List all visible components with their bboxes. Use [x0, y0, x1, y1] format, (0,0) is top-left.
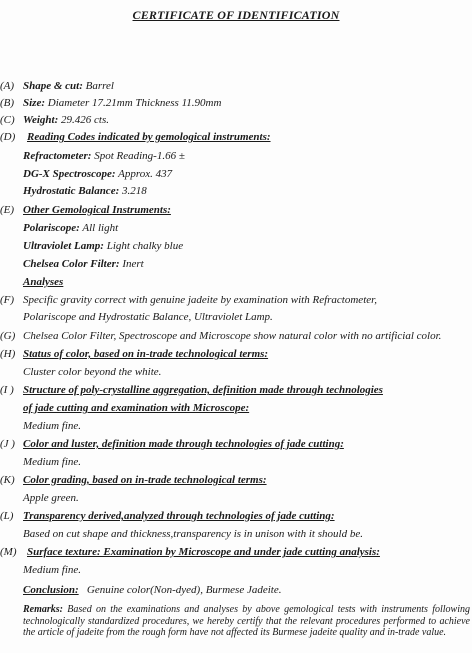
- spectroscope-row: [23, 168, 172, 181]
- weight-label: Weight:: [23, 114, 59, 126]
- remarks-block: [23, 604, 470, 639]
- color-grading-heading: Color grading, based on in-trade technological terms:: [23, 474, 267, 486]
- spectroscope-value: Approx. 437: [118, 168, 173, 180]
- uv-lamp-label: Ultraviolet Lamp:: [23, 240, 104, 252]
- analysis-f-line2: Polariscope and Hydrostatic Balance, Ultraviolet Lamp.: [23, 311, 273, 323]
- weight-row: [23, 114, 109, 127]
- surface-texture-value: Medium fine.: [23, 564, 82, 576]
- structure-value: Medium fine.: [23, 420, 82, 432]
- size-label: Size:: [23, 97, 45, 109]
- conclusion-row: [23, 584, 281, 597]
- uv-lamp-row: [23, 240, 183, 253]
- polariscope-row: [23, 222, 118, 235]
- uv-lamp-value: Light chalky blue: [106, 240, 184, 252]
- refractometer-value: Spot Reading-1.66 ±: [94, 150, 185, 162]
- shape-cut-row: [23, 80, 114, 93]
- marker-b: (B): [0, 97, 15, 109]
- chelsea-value: Inert: [122, 258, 144, 270]
- chelsea-label: Chelsea Color Filter:: [23, 258, 120, 270]
- remarks-label: Remarks:: [23, 604, 63, 615]
- marker-d: (D): [0, 131, 16, 143]
- spectroscope-label: DG-X Spectroscope:: [23, 168, 116, 180]
- remarks-text: Based on the examinations and analyses by above gemological tests with instruments following technologically standardized procedures, we hereby certify that the relevant procedures performed to achieve the article of jadeite from the rough form have not affected its Burmese jadeite quality and in-trade value.: [23, 604, 470, 638]
- analyses-heading: Analyses: [23, 276, 64, 288]
- polariscope-value: All light: [82, 222, 119, 234]
- marker-i: (I ): [0, 384, 14, 396]
- marker-l: (L): [0, 510, 14, 522]
- conclusion-value: Genuine color(Non-dyed), Burmese Jadeite.: [86, 584, 282, 596]
- marker-g: (G): [0, 330, 16, 342]
- size-row: [23, 97, 221, 110]
- status-color-heading: Status of color, based on in-trade technological terms:: [23, 348, 269, 360]
- shape-cut-value: Barrel: [85, 80, 114, 92]
- shape-cut-label: Shape & cut:: [23, 80, 83, 92]
- status-color-value: Cluster color beyond the white.: [23, 366, 162, 378]
- analysis-g: Chelsea Color Filter, Spectroscope and Microscope show natural color with no artificial color.: [23, 330, 442, 342]
- hydrostatic-row: [23, 185, 147, 198]
- refractometer-row: [23, 150, 185, 163]
- hydrostatic-value: 3.218: [122, 185, 147, 197]
- color-luster-heading: Color and luster, definition made through technologies of jade cutting:: [23, 438, 344, 450]
- chelsea-row: [23, 258, 144, 271]
- transparency-value: Based on cut shape and thickness,transparency is in unison with it should be.: [23, 528, 363, 540]
- marker-f: (F): [0, 294, 15, 306]
- conclusion-label: Conclusion:: [23, 584, 79, 596]
- marker-h: (H): [0, 348, 16, 360]
- structure-heading-line1: Structure of poly-crystalline aggregation, definition made through technologies: [23, 384, 383, 396]
- marker-k: (K): [0, 474, 15, 486]
- surface-texture-heading: Surface texture: Examination by Microscope and under jade cutting analysis:: [27, 546, 380, 558]
- refractometer-label: Refractometer:: [23, 150, 92, 162]
- certificate-title: CERTIFICATE OF IDENTIFICATION: [132, 8, 340, 22]
- marker-a: (A): [0, 80, 15, 92]
- size-value: Diameter 17.21mm Thickness 11.90mm: [47, 97, 222, 109]
- transparency-heading: Transparency derived,analyzed through technologies of jade cutting:: [23, 510, 335, 522]
- color-luster-value: Medium fine.: [23, 456, 82, 468]
- analysis-f-line1: Specific gravity correct with genuine jadeite by examination with Refractometer,: [23, 294, 377, 306]
- structure-heading-line2: of jade cutting and examination with Microscope:: [23, 402, 250, 414]
- color-grading-value: Apple green.: [23, 492, 79, 504]
- marker-e: (E): [0, 204, 15, 216]
- weight-value: 29.426 cts.: [61, 114, 109, 126]
- marker-j: (J ): [0, 438, 15, 450]
- polariscope-label: Polariscope:: [23, 222, 80, 234]
- other-instruments-heading: Other Gemological Instruments:: [23, 204, 171, 216]
- hydrostatic-label: Hydrostatic Balance:: [23, 185, 120, 197]
- marker-c: (C): [0, 114, 15, 126]
- marker-m: (M): [0, 546, 17, 558]
- reading-codes-heading: Reading Codes indicated by gemological instruments:: [27, 131, 271, 143]
